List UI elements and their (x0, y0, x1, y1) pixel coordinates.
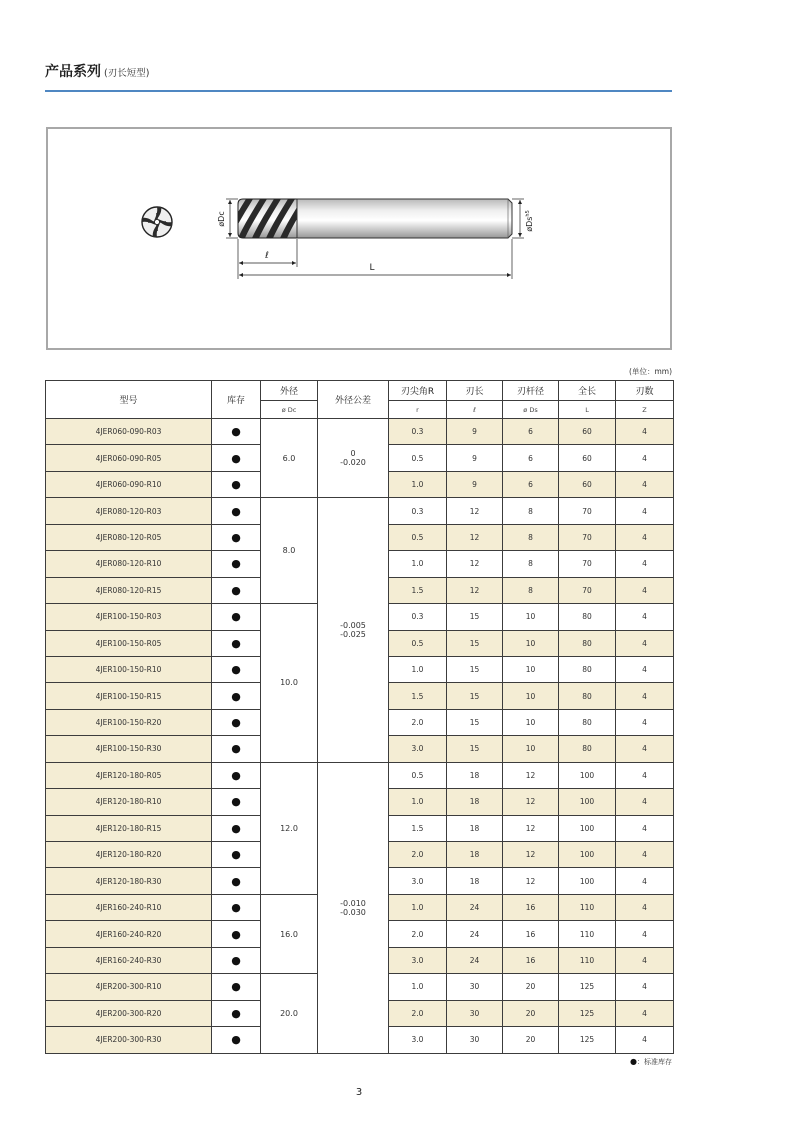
flute-length-cell: 9 (447, 445, 503, 471)
overall-length-cell: 70 (559, 498, 616, 524)
flute-length-cell: 12 (447, 577, 503, 603)
flute-length-cell: 24 (447, 894, 503, 920)
stock-cell: ● (212, 709, 261, 735)
end-view-icon (142, 207, 172, 237)
shank-diameter-cell: 20 (503, 974, 559, 1000)
corner-radius-cell: 1.0 (389, 894, 447, 920)
tolerance-upper: 0 (350, 449, 356, 459)
stock-cell: ● (212, 921, 261, 947)
corner-radius-cell: 1.5 (389, 815, 447, 841)
corner-radius-cell: 0.5 (389, 762, 447, 788)
stock-cell: ● (212, 842, 261, 868)
flute-length-cell: 24 (447, 947, 503, 973)
shank-diameter-cell: 8 (503, 498, 559, 524)
flute-count-cell: 4 (616, 947, 674, 973)
tolerance-lower: -0.025 (340, 630, 366, 639)
corner-radius-cell: 1.5 (389, 683, 447, 709)
shank (297, 199, 512, 238)
stock-cell: ● (212, 419, 261, 445)
corner-radius-cell: 1.0 (389, 551, 447, 577)
corner-radius-cell: 1.0 (389, 789, 447, 815)
flute-length-cell: 12 (447, 551, 503, 577)
section-title (45, 63, 149, 82)
unit-note: (单位：mm) (629, 367, 672, 376)
header-model: 型号 (46, 381, 212, 419)
model-cell: 4JER060-090-R05 (46, 445, 212, 471)
corner-radius-cell: 0.5 (389, 524, 447, 550)
page-title: 产品系列 (45, 64, 101, 80)
overall-length-cell: 125 (559, 1027, 616, 1053)
cutting-edge-section (224, 199, 309, 238)
flute-length-cell: 9 (447, 471, 503, 497)
flute-length-cell: 15 (447, 709, 503, 735)
model-cell: 4JER100-150-R03 (46, 604, 212, 630)
overall-length-cell: 100 (559, 789, 616, 815)
stock-cell: ● (212, 894, 261, 920)
corner-radius-cell: 0.3 (389, 604, 447, 630)
corner-radius-cell: 2.0 (389, 921, 447, 947)
ds-label: øDs (525, 216, 534, 232)
flute-count-cell: 4 (616, 498, 674, 524)
flute-count-cell: 4 (616, 868, 674, 894)
table-header-row (46, 381, 674, 401)
flute-length-cell: 15 (447, 683, 503, 709)
flute-count-cell: 4 (616, 921, 674, 947)
corner-radius-cell: 3.0 (389, 736, 447, 762)
stock-cell: ● (212, 524, 261, 550)
flute-count-cell: 4 (616, 1027, 674, 1053)
diameter-cell: 16.0 (261, 894, 318, 973)
stock-cell: ● (212, 604, 261, 630)
header-tolerance: 外径公差 (318, 381, 389, 419)
header-diameter: 外径 (261, 381, 318, 401)
overall-length-cell: 80 (559, 683, 616, 709)
corner-radius-cell: 2.0 (389, 709, 447, 735)
title-divider (45, 90, 672, 92)
stock-cell: ● (212, 630, 261, 656)
stock-legend-text: ：标准库存 (637, 1058, 672, 1066)
flute-count-cell: 4 (616, 419, 674, 445)
shank-diameter-cell: 12 (503, 815, 559, 841)
flute-length-cell: 18 (447, 762, 503, 788)
diameter-cell: 10.0 (261, 604, 318, 763)
corner-radius-cell: 1.0 (389, 974, 447, 1000)
corner-radius-cell: 3.0 (389, 1027, 447, 1053)
symbol-corner-radius: r (389, 401, 447, 419)
end-mill-drawing (46, 127, 672, 350)
flute-count-cell: 4 (616, 762, 674, 788)
symbol-flute-length: ℓ (447, 401, 503, 419)
shank-diameter-cell: 16 (503, 921, 559, 947)
model-cell: 4JER100-150-R30 (46, 736, 212, 762)
shank-diameter-cell: 12 (503, 842, 559, 868)
model-cell: 4JER080-120-R05 (46, 524, 212, 550)
flute-length-cell: 18 (447, 789, 503, 815)
overall-length-cell: 125 (559, 1000, 616, 1026)
corner-radius-cell: 2.0 (389, 842, 447, 868)
overall-length-cell: 110 (559, 921, 616, 947)
diameter-cell: 8.0 (261, 498, 318, 604)
stock-cell: ● (212, 1027, 261, 1053)
flute-count-cell: 4 (616, 1000, 674, 1026)
flute-count-cell: 4 (616, 577, 674, 603)
corner-radius-cell: 2.0 (389, 1000, 447, 1026)
model-cell: 4JER100-150-R20 (46, 709, 212, 735)
tolerance-lower: -0.020 (340, 458, 366, 468)
model-cell: 4JER060-090-R03 (46, 419, 212, 445)
shank-diameter-cell: 10 (503, 736, 559, 762)
overall-length-cell: 60 (559, 419, 616, 445)
flute-count-cell: 4 (616, 683, 674, 709)
flute-count-cell: 4 (616, 656, 674, 682)
model-cell: 4JER080-120-R15 (46, 577, 212, 603)
corner-radius-cell: 1.5 (389, 577, 447, 603)
table-row (46, 762, 674, 788)
corner-radius-cell: 3.0 (389, 947, 447, 973)
overall-length-cell: 80 (559, 656, 616, 682)
symbol-diameter: ø Dc (261, 401, 318, 419)
shank-diameter-cell: 6 (503, 419, 559, 445)
flute-count-cell: 4 (616, 630, 674, 656)
overall-length-cell: 110 (559, 947, 616, 973)
shank-diameter-cell: 10 (503, 656, 559, 682)
overall-length-cell: 80 (559, 736, 616, 762)
overall-length-cell: 110 (559, 894, 616, 920)
flute-count-cell: 4 (616, 445, 674, 471)
flute-count-cell: 4 (616, 471, 674, 497)
shank-diameter-cell: 16 (503, 894, 559, 920)
product-spec-table (45, 380, 674, 1054)
flute-length-cell: 18 (447, 868, 503, 894)
flute-count-cell: 4 (616, 524, 674, 550)
stock-cell: ● (212, 498, 261, 524)
overall-length-cell: 80 (559, 630, 616, 656)
flute-count-cell: 4 (616, 815, 674, 841)
overall-length-cell: 70 (559, 551, 616, 577)
corner-radius-cell: 0.5 (389, 630, 447, 656)
stock-cell: ● (212, 551, 261, 577)
shank-diameter-cell: 20 (503, 1027, 559, 1053)
stock-cell: ● (212, 947, 261, 973)
model-cell: 4JER100-150-R05 (46, 630, 212, 656)
shank-diameter-cell: 6 (503, 445, 559, 471)
model-cell: 4JER080-120-R10 (46, 551, 212, 577)
model-cell: 4JER100-150-R15 (46, 683, 212, 709)
overall-length-cell: 100 (559, 868, 616, 894)
model-cell: 4JER120-180-R20 (46, 842, 212, 868)
model-cell: 4JER120-180-R15 (46, 815, 212, 841)
model-cell: 4JER120-180-R05 (46, 762, 212, 788)
tolerance-upper: -0.005 (340, 621, 366, 630)
stock-cell: ● (212, 471, 261, 497)
flute-count-cell: 4 (616, 974, 674, 1000)
flute-length-cell: 30 (447, 1000, 503, 1026)
model-cell: 4JER080-120-R03 (46, 498, 212, 524)
overall-length-cell: 60 (559, 445, 616, 471)
stock-legend (630, 1057, 672, 1067)
flute-length-cell: 30 (447, 974, 503, 1000)
shank-diameter-cell: 10 (503, 709, 559, 735)
model-cell: 4JER200-300-R20 (46, 1000, 212, 1026)
model-cell: 4JER120-180-R10 (46, 789, 212, 815)
overall-length-cell: 80 (559, 604, 616, 630)
tolerance-cell (318, 419, 389, 498)
svg-text:øDsh5 (525, 210, 534, 232)
flute-length-cell: 24 (447, 921, 503, 947)
overall-length-label: L (369, 263, 375, 273)
symbol-flutes: Z (616, 401, 674, 419)
shank-diameter-cell: 8 (503, 551, 559, 577)
ds-tolerance-label: h5 (525, 210, 531, 217)
header-corner-radius: 刃尖角R (389, 381, 447, 401)
shank-diameter-cell: 10 (503, 683, 559, 709)
header-flute-length: 刃长 (447, 381, 503, 401)
diameter-cell: 20.0 (261, 974, 318, 1053)
page-subtitle: (刃长短型) (104, 68, 150, 79)
model-cell: 4JER100-150-R10 (46, 656, 212, 682)
overall-length-cell: 125 (559, 974, 616, 1000)
header-stock: 库存 (212, 381, 261, 419)
shank-diameter-cell: 16 (503, 947, 559, 973)
page-number: 3 (355, 1087, 363, 1098)
corner-radius-cell: 0.3 (389, 419, 447, 445)
overall-length-cell: 100 (559, 842, 616, 868)
flute-length-cell: 18 (447, 842, 503, 868)
model-cell: 4JER160-240-R10 (46, 894, 212, 920)
shank-diameter-cell: 10 (503, 604, 559, 630)
shank-diameter-cell: 10 (503, 630, 559, 656)
model-cell: 4JER160-240-R20 (46, 921, 212, 947)
diameter-cell: 12.0 (261, 762, 318, 894)
flute-length-cell: 15 (447, 630, 503, 656)
flute-count-cell: 4 (616, 604, 674, 630)
flute-length-cell: 9 (447, 419, 503, 445)
model-cell: 4JER120-180-R30 (46, 868, 212, 894)
stock-cell: ● (212, 815, 261, 841)
flute-count-cell: 4 (616, 551, 674, 577)
table-row (46, 498, 674, 524)
dc-dimension (226, 199, 238, 238)
flute-length-cell: 18 (447, 815, 503, 841)
flute-length-cell: 15 (447, 736, 503, 762)
overall-length-cell: 80 (559, 709, 616, 735)
overall-length-cell: 100 (559, 815, 616, 841)
stock-cell: ● (212, 656, 261, 682)
flute-count-cell: 4 (616, 894, 674, 920)
corner-radius-cell: 1.0 (389, 656, 447, 682)
corner-radius-cell: 0.5 (389, 445, 447, 471)
shank-diameter-cell: 8 (503, 524, 559, 550)
model-cell: 4JER160-240-R30 (46, 947, 212, 973)
header-shank-diameter: 刃杆径 (503, 381, 559, 401)
tolerance-lower: -0.030 (340, 907, 366, 917)
shank-diameter-cell: 12 (503, 762, 559, 788)
stock-cell: ● (212, 577, 261, 603)
model-cell: 4JER200-300-R10 (46, 974, 212, 1000)
stock-cell: ● (212, 736, 261, 762)
overall-length-cell: 100 (559, 762, 616, 788)
overall-length-cell: 70 (559, 577, 616, 603)
corner-radius-cell: 0.3 (389, 498, 447, 524)
flute-length-cell: 12 (447, 524, 503, 550)
symbol-shank-diameter: ø Ds (503, 401, 559, 419)
flute-count-cell: 4 (616, 736, 674, 762)
model-cell: 4JER060-090-R10 (46, 471, 212, 497)
shank-diameter-cell: 12 (503, 789, 559, 815)
flute-length-cell: 15 (447, 604, 503, 630)
shank-diameter-cell: 12 (503, 868, 559, 894)
header-flutes: 刃数 (616, 381, 674, 401)
symbol-overall-length: L (559, 401, 616, 419)
corner-radius-cell: 3.0 (389, 868, 447, 894)
stock-cell: ● (212, 974, 261, 1000)
shank-diameter-cell: 8 (503, 577, 559, 603)
dc-label: øDc (217, 211, 226, 227)
stock-legend-symbol: ● (630, 1057, 637, 1066)
flute-length-label: ℓ (265, 251, 269, 261)
tolerance-upper: -0.010 (340, 898, 366, 908)
overall-length-cell: 60 (559, 471, 616, 497)
corner-radius-cell: 1.0 (389, 471, 447, 497)
length-dimensions (238, 239, 512, 279)
shank-diameter-cell: 6 (503, 471, 559, 497)
flute-count-cell: 4 (616, 789, 674, 815)
ds-dimension (512, 199, 524, 238)
model-cell: 4JER200-300-R30 (46, 1027, 212, 1053)
stock-cell: ● (212, 1000, 261, 1026)
stock-cell: ● (212, 868, 261, 894)
overall-length-cell: 70 (559, 524, 616, 550)
diameter-cell: 6.0 (261, 419, 318, 498)
flute-length-cell: 15 (447, 656, 503, 682)
flute-count-cell: 4 (616, 842, 674, 868)
flute-length-cell: 12 (447, 498, 503, 524)
table-row (46, 419, 674, 445)
stock-cell: ● (212, 789, 261, 815)
table-body (46, 419, 674, 1054)
stock-cell: ● (212, 445, 261, 471)
tolerance-cell (318, 762, 389, 1053)
stock-cell: ● (212, 762, 261, 788)
shank-diameter-cell: 20 (503, 1000, 559, 1026)
flute-length-cell: 30 (447, 1027, 503, 1053)
header-overall-length: 全长 (559, 381, 616, 401)
flute-count-cell: 4 (616, 709, 674, 735)
stock-cell: ● (212, 683, 261, 709)
tolerance-cell (318, 498, 389, 762)
